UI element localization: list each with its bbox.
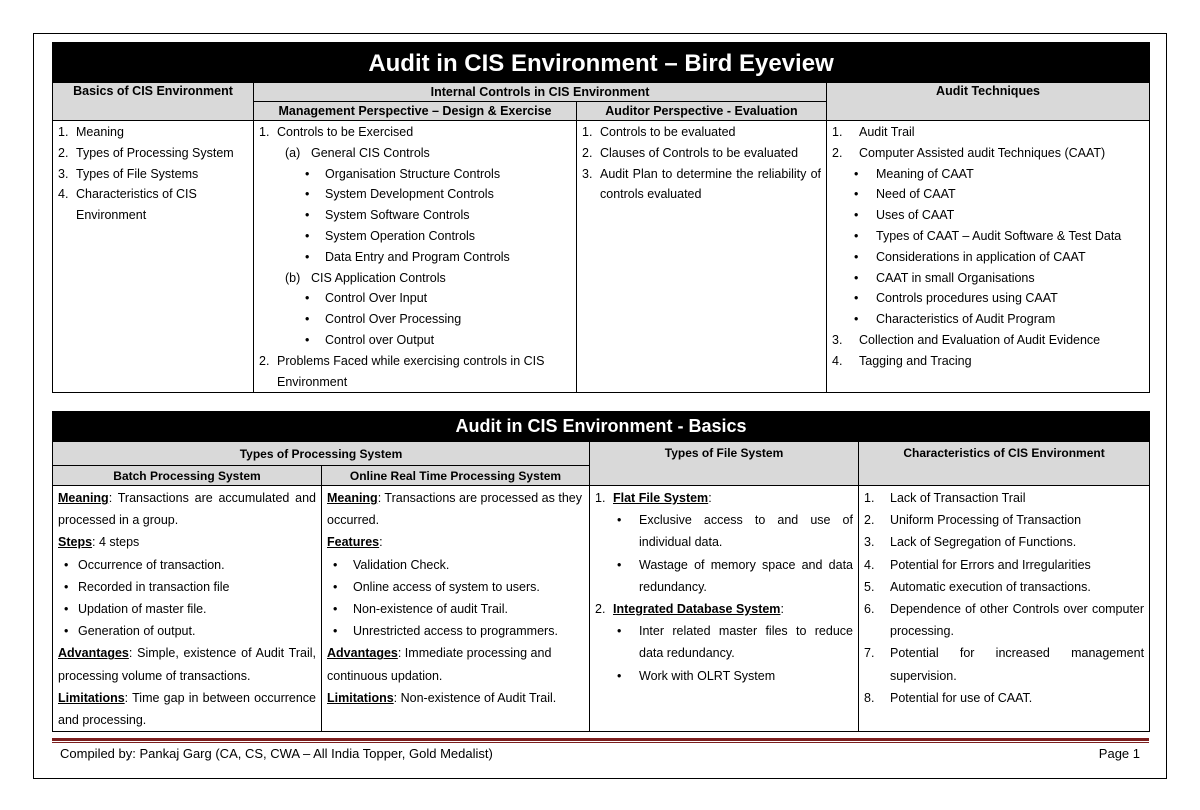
batch-limitations: Limitations: Time gap in between occurrence and processing.	[58, 690, 316, 728]
techniques-cell	[827, 121, 1150, 393]
online-advantages: Advantages: Immediate processing and continuous updation.	[327, 646, 552, 683]
list-item: • Online access of system to users.	[333, 579, 540, 594]
processing-system-header: Types of Processing System	[53, 442, 590, 466]
footer-divider	[52, 738, 1149, 741]
basics-header: Basics of CIS Environment	[53, 83, 254, 121]
list-item: 2. Integrated Database System:	[595, 602, 784, 617]
basics-cell	[53, 121, 254, 393]
list-item: • Considerations in application of CAAT	[854, 249, 1086, 264]
list-item: 3. Collection and Evaluation of Audit Evidence	[832, 332, 1101, 347]
list-item: • Control Over Input	[305, 291, 428, 306]
audit-techniques-header: Audit Techniques	[827, 83, 1150, 121]
file-system-header: Types of File System	[590, 442, 859, 486]
list-item: 4. Tagging and Tracing	[832, 353, 972, 368]
list-item: • Characteristics of Audit Program	[854, 312, 1056, 327]
list-item: 3. Audit Plan to determine the reliability of controls evaluated	[582, 166, 821, 202]
list-item: 2. Problems Faced while exercising controls in CIS Environment	[259, 353, 545, 389]
list-item: • Controls procedures using CAAT	[854, 291, 1058, 306]
bird-eyeview-title: Audit in CIS Environment – Bird Eyeview	[53, 43, 1150, 83]
list-item: • Work with OLRT System	[617, 668, 776, 683]
list-item: • Unrestricted access to programmers.	[333, 624, 558, 639]
list-item: • Generation of output.	[64, 624, 196, 639]
footer-compiled-by: Compiled by: Pankaj Garg (CA, CS, CWA – All India Topper, Gold Medalist)	[60, 746, 493, 761]
list-item: • Inter related master files to reduce data redundancy.	[617, 624, 853, 661]
list-item: • Organisation Structure Controls	[305, 166, 501, 181]
list-item: • Recorded in transaction file	[64, 579, 230, 594]
list-item: • Updation of master file.	[64, 602, 207, 617]
list-item: 1. Meaning	[58, 125, 124, 139]
batch-advantages: Advantages: Simple, existence of Audit Trail, processing volume of transactions.	[58, 646, 316, 683]
list-item: 1. Flat File System:	[595, 491, 712, 505]
footer-divider-thin	[52, 742, 1149, 743]
management-cell	[254, 121, 577, 393]
batch-cell	[53, 486, 322, 732]
basics-title: Audit in CIS Environment - Basics	[53, 412, 1150, 442]
list-item: 1. Audit Trail	[832, 125, 915, 139]
list-item: • Types of CAAT – Audit Software & Test Data	[854, 228, 1122, 243]
online-meaning: Meaning: Transactions are processed as they occurred.	[327, 491, 582, 528]
list-item: • CAAT in small Organisations	[854, 270, 1035, 285]
list-item: 6. Dependence of other Controls over computer processing.	[864, 602, 1145, 639]
batch-meaning: Meaning: Transactions are accumulated and processed in a group.	[58, 491, 316, 528]
online-header: Online Real Time Processing System	[322, 466, 590, 486]
list-item: • Meaning of CAAT	[854, 166, 974, 181]
list-item: 3. Lack of Segregation of Functions.	[864, 535, 1077, 550]
list-item: • Data Entry and Program Controls	[305, 249, 510, 264]
list-item: • Control Over Processing	[305, 312, 462, 327]
list-item: • Occurrence of transaction.	[64, 557, 225, 572]
list-item: 2. Clauses of Controls to be evaluated	[582, 145, 799, 160]
list-item: • Validation Check.	[333, 557, 450, 572]
list-item: 2. Computer Assisted audit Techniques (CAAT)	[832, 145, 1106, 160]
online-limitations: Limitations: Non-existence of Audit Trail.	[327, 690, 557, 705]
online-cell	[322, 486, 590, 732]
list-item: • Non-existence of audit Trail.	[333, 602, 508, 617]
basics-table	[52, 411, 1150, 732]
list-item: • Control over Output	[305, 332, 435, 347]
list-item: 5. Automatic execution of transactions.	[864, 579, 1091, 594]
list-item: (b) CIS Application Controls	[285, 270, 446, 285]
list-item: 3. Types of File Systems	[58, 166, 199, 181]
list-item: 2. Types of Processing System	[58, 145, 234, 160]
list-item: • Uses of CAAT	[854, 208, 955, 223]
auditor-perspective-header: Auditor Perspective - Evaluation	[577, 102, 827, 121]
management-perspective-header: Management Perspective – Design & Exercise	[254, 102, 577, 121]
list-item: 1. Lack of Transaction Trail	[864, 491, 1026, 505]
online-features: Features:	[327, 535, 383, 550]
characteristics-cell	[859, 486, 1150, 732]
batch-header: Batch Processing System	[53, 466, 322, 486]
list-item: • System Development Controls	[305, 187, 494, 202]
list-item: • Exclusive access to and use of individual data.	[617, 513, 853, 550]
list-item: 1. Controls to be evaluated	[582, 125, 736, 139]
list-item: • Wastage of memory space and data redundancy.	[617, 557, 853, 594]
list-item: 4. Potential for Errors and Irregularities	[864, 557, 1091, 572]
list-item: 7. Potential for increased management supervision.	[864, 646, 1145, 683]
list-item: • Need of CAAT	[854, 187, 956, 202]
list-item: 1. Controls to be Exercised	[259, 125, 414, 139]
internal-controls-header: Internal Controls in CIS Environment	[254, 83, 827, 102]
list-item: 8. Potential for use of CAAT.	[864, 690, 1033, 705]
file-system-cell	[590, 486, 859, 732]
list-item: 2. Uniform Processing of Transaction	[864, 513, 1082, 528]
list-item: • System Operation Controls	[305, 228, 476, 243]
batch-steps: Steps: 4 steps	[58, 535, 140, 550]
footer-page-number: Page 1	[1098, 746, 1140, 761]
bird-eyeview-table	[52, 42, 1150, 393]
list-item: (a) General CIS Controls	[285, 145, 430, 160]
list-item: 4. Characteristics of CIS Environment	[58, 187, 197, 223]
auditor-cell	[577, 121, 827, 393]
list-item: • System Software Controls	[305, 208, 470, 223]
characteristics-header: Characteristics of CIS Environment	[859, 442, 1150, 486]
